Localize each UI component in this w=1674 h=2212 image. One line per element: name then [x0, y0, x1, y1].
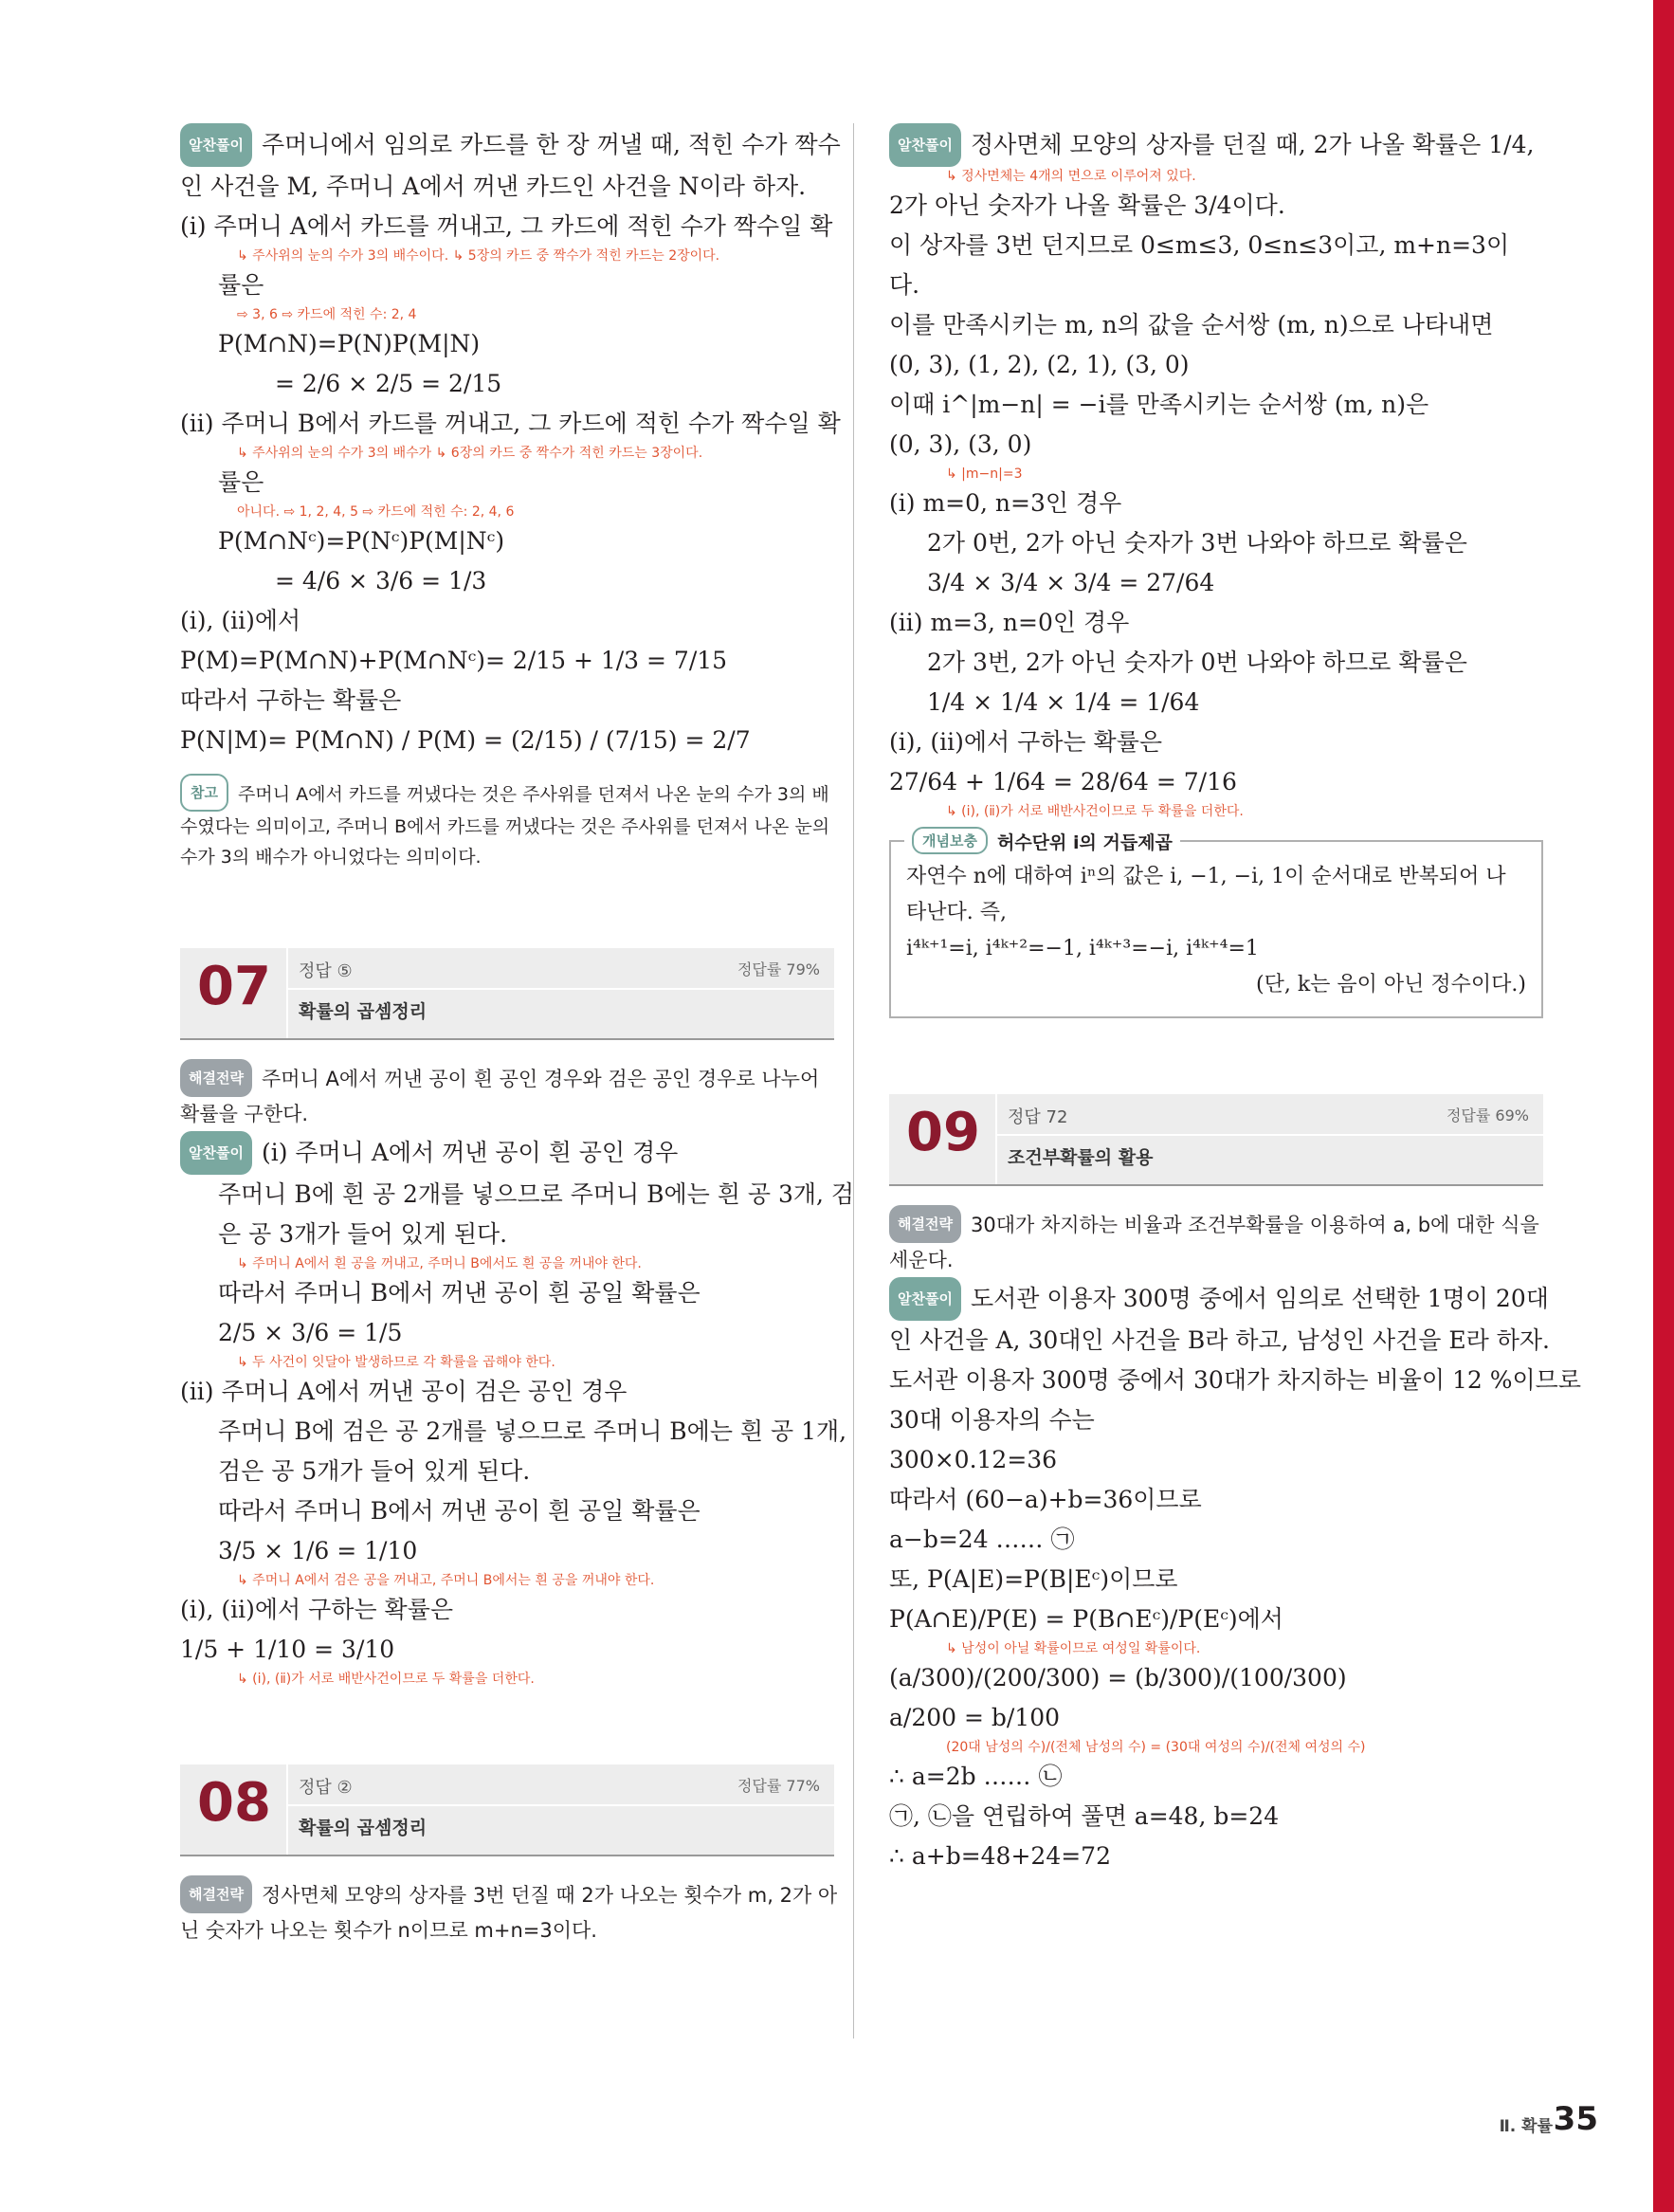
text-line [889, 603, 1543, 643]
line-text: 은 공 3개가 들어 있게 된다. [218, 1220, 508, 1248]
line-text: 3/4 × 3/4 × 3/4 = 27/64 [927, 569, 1215, 596]
column-divider [853, 123, 854, 2038]
text-line [180, 601, 834, 641]
line-text: (ⅱ) 주머니 A에서 꺼낸 공이 검은 공인 경우 [180, 1378, 628, 1405]
line-text: 다. [889, 271, 920, 299]
text-line [180, 364, 834, 404]
line-text: 정사면체 모양의 상자를 3번 던질 때 2가 나오는 횟수가 m, 2가 아 [261, 1884, 838, 1907]
question-number: 07 [197, 956, 271, 1017]
line-text: 2/5 × 3/6 = 1/5 [218, 1319, 403, 1346]
concept-line: i⁴ᵏ⁺¹=i, i⁴ᵏ⁺²=−1, i⁴ᵏ⁺³=−i, i⁴ᵏ⁺⁴=1 [906, 937, 1259, 960]
text-line [889, 1205, 1543, 1243]
concept-line: 자연수 n에 대하여 iⁿ의 값은 i, −1, −i, 1이 순서대로 반복되어 나 [906, 865, 1506, 888]
text-line [180, 561, 834, 601]
text-line [889, 305, 1543, 345]
page-number: 35 [1553, 2100, 1598, 2138]
annotation-note: ↳ 정사면체는 4개의 면으로 이루어져 있다. [946, 169, 1196, 184]
text-line [889, 523, 1543, 563]
line-text: (ⅰ), (ⅱ)에서 구하는 확률은 [180, 1596, 453, 1623]
line-text: 따라서 (60−a)+b=36이므로 [889, 1486, 1202, 1513]
annotation-note: ↳ 남성이 아닐 확률이므로 여성일 확률이다. [946, 1641, 1201, 1656]
reference-note [180, 774, 834, 872]
solution-08 [889, 123, 1543, 821]
line-text: 도서관 이용자 300명 중에서 임의로 선택한 1명이 20대 [970, 1285, 1549, 1312]
ref-text: 주머니 A에서 카드를 꺼냈다는 것은 주사위를 던져서 나온 눈의 수가 3의 배수였다는 의미이고, 주머니 B에서 카드를 꺼냈다는 것은 주사위를 던져서 나온 눈의 수가 3의 배수가 아니었다는 의미이다. [180, 784, 830, 868]
text-line [180, 1491, 834, 1531]
label-tag: 해결전략 [889, 1205, 961, 1243]
annotation-note: ↳ 주머니 A에서 검은 공을 꺼내고, 주머니 B에서는 흰 공을 꺼내야 한다. [237, 1573, 655, 1588]
line-text: 확률을 구한다. [180, 1103, 309, 1125]
solution-06 [180, 123, 841, 760]
text-line [180, 265, 834, 305]
answer-label: 정답 ② [299, 1778, 353, 1798]
page-edge-bar [1653, 0, 1674, 2212]
line-text: 30대가 차지하는 비율과 조건부확률을 이용하여 a, b에 대한 식을 [970, 1214, 1539, 1236]
line-text: (ⅱ) 주머니 B에서 카드를 꺼내고, 그 카드에 적힌 수가 짝수일 확 [180, 410, 841, 437]
text-line [889, 484, 1543, 523]
label-tag: 알찬풀이 [180, 123, 252, 167]
line-text: (ⅰ) 주머니 A에서 꺼낸 공이 흰 공인 경우 [261, 1139, 679, 1166]
text-line [889, 1361, 1581, 1400]
ref-tag: 참고 [180, 774, 228, 812]
concept-line: (단, k는 음이 아닌 정수이다.) [1256, 973, 1526, 996]
line-text: 2가 3번, 2가 아닌 숫자가 0번 나와야 하므로 확률은 [927, 649, 1467, 676]
line-text: (ⅱ) m=3, n=0인 경우 [889, 609, 1130, 636]
line-text: 2가 아닌 숫자가 나올 확률은 3/4이다. [889, 192, 1285, 219]
line-text: 1/5 + 1/10 = 3/10 [180, 1636, 395, 1663]
text-line [180, 1875, 838, 1913]
text-line [889, 1321, 1550, 1361]
label-tag: 해결전략 [180, 1059, 252, 1097]
text-line [180, 1175, 855, 1215]
text-line [180, 1372, 834, 1412]
text-line [889, 385, 1543, 425]
strategy-08 [180, 1875, 838, 1947]
text-line [889, 1520, 1543, 1560]
annotation-note: (20대 남성의 수)/(전체 남성의 수) = (30대 여성의 수)/(전체 여성의 수) [946, 1740, 1366, 1755]
line-text: P(M∩N)=P(N)P(M|N) [218, 330, 481, 357]
line-text: 2가 0번, 2가 아닌 숫자가 3번 나와야 하므로 확률은 [927, 529, 1467, 557]
line-text: ㉠, ㉡을 연립하여 풀면 a=48, b=24 [889, 1802, 1280, 1830]
text-line [180, 167, 834, 207]
text-line [180, 1452, 834, 1491]
text-line [889, 1440, 1543, 1480]
text-line [889, 1600, 1543, 1639]
line-text: 30대 이용자의 수는 [889, 1406, 1095, 1434]
line-text: 따라서 주머니 B에서 꺼낸 공이 흰 공일 확률은 [218, 1279, 701, 1307]
line-text: ∴ a=2b …… ㉡ [889, 1763, 1063, 1790]
annotation-note: ↳ (ⅰ), (ⅱ)가 서로 배반사건이므로 두 확률을 더한다. [237, 1672, 535, 1687]
text-line [180, 1590, 834, 1630]
line-text: 률은 [218, 468, 264, 496]
line-text: 도서관 이용자 300명 중에서 30대가 차지하는 비율이 12 %이므로 [889, 1366, 1581, 1394]
text-line [889, 1400, 1543, 1440]
text-line [180, 1630, 834, 1670]
correct-rate: 정답률 77% [737, 1777, 820, 1795]
line-text: 이때 i^|m−n| = −i를 만족시키는 순서쌍 (m, n)은 [889, 391, 1429, 418]
text-line [889, 722, 1543, 762]
text-line [889, 1243, 1543, 1277]
line-text: (ⅰ) m=0, n=3인 경우 [889, 489, 1122, 517]
solution-07 [180, 1059, 855, 1689]
text-line [889, 563, 1543, 603]
line-text: 따라서 구하는 확률은 [180, 686, 402, 714]
concept-box [889, 832, 1543, 1018]
text-line [180, 207, 834, 247]
line-text: 인 사건을 A, 30대인 사건을 B라 하고, 남성인 사건을 E라 하자. [889, 1326, 1550, 1354]
line-text: = 4/6 × 3/6 = 1/3 [275, 567, 487, 594]
line-text: 이를 만족시키는 m, n의 값을 순서쌍 (m, n)으로 나타내면 [889, 311, 1494, 338]
annotation-note: ↳ 주사위의 눈의 수가 3의 배수가 ↳ 6장의 카드 중 짝수가 적힌 카드는 3장이다. [237, 446, 703, 461]
question-number: 09 [906, 1102, 980, 1163]
text-line [180, 1913, 834, 1947]
annotation-note: ↳ 두 사건이 잇달아 발생하므로 각 확률을 곱해야 한다. [237, 1355, 555, 1370]
text-line [180, 324, 834, 364]
text-line [889, 1837, 1543, 1876]
label-tag: 해결전략 [180, 1875, 252, 1913]
line-text: 정사면체 모양의 상자를 던질 때, 2가 나올 확률은 1/4, [970, 131, 1535, 158]
text-line [889, 186, 1543, 226]
line-text: (ⅰ), (ⅱ)에서 구하는 확률은 [889, 728, 1162, 756]
text-line [180, 1215, 834, 1254]
text-line [180, 681, 834, 721]
line-text: 이 상자를 3번 던지므로 0≤m≤3, 0≤n≤3이고, m+n=3이 [889, 231, 1510, 259]
question-08-header [180, 1764, 834, 1856]
solution-09 [889, 1205, 1581, 1876]
text-line [180, 1531, 834, 1571]
line-text: 3/5 × 1/6 = 1/10 [218, 1537, 418, 1564]
text-line [889, 226, 1543, 265]
text-line [180, 1059, 834, 1097]
question-topic: 확률의 곱셈정리 [299, 1001, 428, 1022]
text-line [889, 1560, 1543, 1600]
text-line [889, 123, 1543, 167]
line-text: (ⅰ) 주머니 A에서 카드를 꺼내고, 그 카드에 적힌 수가 짝수일 확 [180, 212, 833, 240]
line-text: (a/300)/(200/300) = (b/300)/(100/300) [889, 1664, 1347, 1691]
line-text: 따라서 주머니 B에서 꺼낸 공이 흰 공일 확률은 [218, 1497, 701, 1525]
line-text: P(M)=P(M∩N)+P(M∩Nᶜ)= 2/15 + 1/3 = 7/15 [180, 647, 728, 674]
annotation-note: 아니다. ⇨ 1, 2, 4, 5 ⇨ 카드에 적힌 수: 2, 4, 6 [237, 504, 515, 520]
line-text: 검은 공 5개가 들어 있게 된다. [218, 1457, 531, 1485]
line-text: P(M∩Nᶜ)=P(Nᶜ)P(M|Nᶜ) [218, 527, 505, 555]
question-number: 08 [197, 1772, 271, 1834]
text-line [889, 425, 1543, 465]
text-line [889, 265, 1543, 305]
line-text: P(A∩E)/P(E) = P(B∩Eᶜ)/P(Eᶜ)에서 [889, 1605, 1283, 1633]
text-line [180, 521, 834, 561]
text-line [889, 1797, 1543, 1837]
correct-rate: 정답률 69% [1446, 1106, 1529, 1124]
annotation-note: ⇨ 3, 6 ⇨ 카드에 적힌 수: 2, 4 [237, 307, 417, 322]
line-text: 27/64 + 1/64 = 28/64 = 7/16 [889, 768, 1237, 795]
text-line [180, 1097, 834, 1131]
text-line [889, 1698, 1543, 1738]
line-text: 인 사건을 M, 주머니 A에서 꺼낸 카드인 사건을 N이라 하자. [180, 173, 807, 200]
section-label: Ⅱ. 확률 [1499, 2117, 1553, 2136]
text-line [180, 1313, 834, 1353]
correct-rate: 정답률 79% [737, 960, 820, 978]
line-text: ∴ a+b=48+24=72 [889, 1842, 1111, 1870]
concept-line: 타난다. 즉, [906, 901, 1007, 924]
text-line [180, 463, 834, 503]
annotation-note: ↳ |m−n|=3 [946, 466, 1023, 482]
answer-label: 정답 72 [1008, 1107, 1068, 1127]
label-tag: 알찬풀이 [889, 1277, 961, 1321]
annotation-note: ↳ 주머니 A에서 흰 공을 꺼내고, 주머니 B에서도 흰 공을 꺼내야 한다. [237, 1256, 642, 1271]
line-text: = 2/6 × 2/5 = 2/15 [275, 370, 502, 397]
text-line [180, 1131, 834, 1175]
line-text: 1/4 × 1/4 × 1/4 = 1/64 [927, 688, 1200, 716]
label-tag: 알찬풀이 [180, 1131, 252, 1175]
line-text: 률은 [218, 271, 264, 299]
concept-title: 개념보충 허수단위 i의 거듭제곱 [904, 827, 1180, 854]
text-line [889, 643, 1543, 683]
text-line [889, 1757, 1543, 1797]
line-text: 주머니에서 임의로 카드를 한 장 꺼낼 때, 적힌 수가 짝수 [261, 131, 841, 158]
text-line [889, 1480, 1543, 1520]
label-tag: 알찬풀이 [889, 123, 961, 167]
text-line [180, 1412, 847, 1452]
annotation-note: ↳ 주사위의 눈의 수가 3의 배수이다. ↳ 5장의 카드 중 짝수가 적힌 카드는 2장이다. [237, 248, 720, 264]
answer-label: 정답 ⑤ [299, 961, 353, 981]
line-text: P(N|M)= P(M∩N) / P(M) = (2/15) / (7/15) = 2/7 [180, 726, 751, 754]
line-text: (ⅰ), (ⅱ)에서 [180, 607, 301, 634]
line-text: a/200 = b/100 [889, 1704, 1061, 1731]
right-column [889, 123, 1581, 1876]
text-line [889, 1658, 1543, 1698]
text-line [180, 721, 834, 760]
line-text: 세운다. [889, 1249, 954, 1271]
text-line [889, 683, 1543, 722]
line-text: 주머니 B에 흰 공 2개를 넣으므로 주머니 B에는 흰 공 3개, 검 [218, 1180, 855, 1208]
annotation-note: ↳ (ⅰ), (ⅱ)가 서로 배반사건이므로 두 확률을 더한다. [946, 804, 1244, 819]
text-line [180, 1273, 834, 1313]
question-09-header [889, 1094, 1543, 1186]
line-text: 주머니 B에 검은 공 2개를 넣으므로 주머니 B에는 흰 공 1개, [218, 1417, 847, 1445]
question-topic: 확률의 곱셈정리 [299, 1818, 428, 1838]
text-line [889, 345, 1543, 385]
line-text: (0, 3), (1, 2), (2, 1), (3, 0) [889, 351, 1190, 378]
question-topic: 조건부확률의 활용 [1008, 1147, 1154, 1168]
line-text: (0, 3), (3, 0) [889, 430, 1032, 458]
line-text: 300×0.12=36 [889, 1446, 1058, 1473]
text-line [889, 1277, 1549, 1321]
text-line [180, 641, 834, 681]
question-07-header [180, 948, 834, 1040]
text-line [889, 762, 1543, 802]
concept-tag: 개념보충 [912, 827, 988, 854]
line-text: 닌 숫자가 나오는 횟수가 n이므로 m+n=3이다. [180, 1919, 597, 1942]
text-line [180, 123, 841, 167]
line-text: 주머니 A에서 꺼낸 공이 흰 공인 경우와 검은 공인 경우로 나누어 [261, 1068, 820, 1090]
line-text: a−b=24 …… ㉠ [889, 1526, 1075, 1553]
line-text: 또, P(A|E)=P(B|Eᶜ)이므로 [889, 1565, 1178, 1593]
text-line [180, 404, 841, 444]
left-column [180, 123, 855, 1947]
